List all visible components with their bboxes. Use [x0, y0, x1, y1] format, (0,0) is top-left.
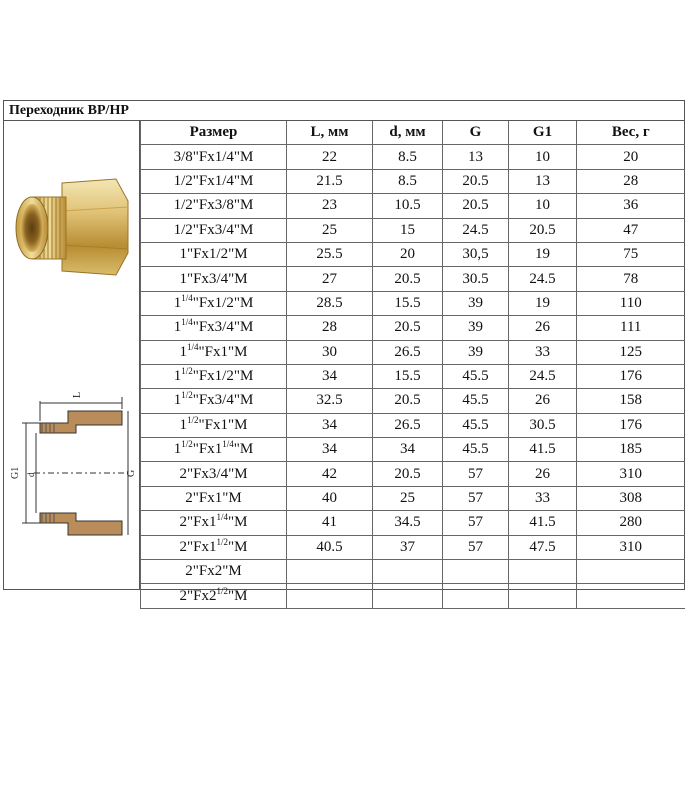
cell-d: 10.5 — [373, 194, 443, 218]
cell-g: 57 — [443, 486, 509, 510]
size-superscript: 1/2 — [181, 390, 193, 401]
cell-l: 42 — [287, 462, 373, 486]
table-row — [141, 267, 685, 291]
cell-size — [141, 316, 287, 340]
cell-size — [141, 267, 287, 291]
cell-l — [287, 584, 373, 608]
cell-d: 20.5 — [373, 462, 443, 486]
size-superscript: 1/2 — [216, 585, 228, 596]
cell-g: 20.5 — [443, 194, 509, 218]
cell-l: 25.5 — [287, 242, 373, 266]
cell-weight: 310 — [577, 535, 685, 559]
table-row — [141, 438, 685, 462]
drawing-label-l: L — [72, 391, 83, 398]
cell-l: 34 — [287, 438, 373, 462]
cell-g: 39 — [443, 316, 509, 340]
cross-section-drawing-icon — [4, 383, 140, 573]
cell-g: 45.5 — [443, 364, 509, 388]
cell-g1: 26 — [509, 462, 577, 486]
header-d: d, мм — [373, 121, 443, 145]
cell-weight: 125 — [577, 340, 685, 364]
cell-size — [141, 584, 287, 608]
size-superscript: 1/2 — [181, 439, 193, 450]
cell-l: 23 — [287, 194, 373, 218]
spec-sheet — [3, 100, 685, 604]
size-superscript: 1/2 — [181, 366, 193, 377]
cell-g1: 30.5 — [509, 413, 577, 437]
cell-weight — [577, 560, 685, 584]
size-text: 2"Fx1"M — [185, 490, 242, 507]
size-superscript: 1/4 — [181, 292, 193, 303]
size-superscript: 1/4 — [216, 512, 228, 523]
cell-size — [141, 242, 287, 266]
cell-l: 28 — [287, 316, 373, 340]
cell-g1: 41.5 — [509, 438, 577, 462]
table-row — [141, 560, 685, 584]
size-text: 1/2"Fx3/4"M — [173, 221, 254, 238]
size-text: 1"Fx1/2"M — [179, 246, 248, 263]
cell-d: 15.5 — [373, 291, 443, 315]
cell-l: 34 — [287, 413, 373, 437]
cell-size — [141, 462, 287, 486]
cell-g: 30,5 — [443, 242, 509, 266]
header-g1: G1 — [509, 121, 577, 145]
drawing-label-d: d — [26, 472, 36, 477]
cell-d — [373, 560, 443, 584]
cell-d: 15 — [373, 218, 443, 242]
table-row — [141, 291, 685, 315]
size-superscript: 1/4 — [222, 439, 234, 450]
cell-d: 34.5 — [373, 511, 443, 535]
size-text: "Fx1/2"M — [192, 368, 254, 385]
table-row — [141, 242, 685, 266]
size-text: 1 — [173, 319, 182, 336]
cell-l — [287, 560, 373, 584]
size-superscript: 1/2 — [216, 536, 228, 547]
cell-weight: 36 — [577, 194, 685, 218]
cell-weight: 78 — [577, 267, 685, 291]
spec-table — [140, 121, 685, 609]
cell-size — [141, 145, 287, 169]
table-row — [141, 218, 685, 242]
table-row — [141, 145, 685, 169]
cell-weight — [577, 584, 685, 608]
size-text: "Fx1 — [192, 441, 223, 458]
brass-reducer-fitting-photo-icon — [4, 161, 140, 291]
header-size: Размер — [141, 121, 287, 145]
table-row — [141, 169, 685, 193]
cell-size — [141, 535, 287, 559]
cell-weight: 310 — [577, 462, 685, 486]
table-row — [141, 511, 685, 535]
cell-weight: 158 — [577, 389, 685, 413]
size-superscript: 1/4 — [187, 341, 199, 352]
illustration-cell — [4, 121, 140, 589]
table-row — [141, 340, 685, 364]
cell-g: 45.5 — [443, 438, 509, 462]
size-text: 1 — [179, 343, 188, 360]
cell-size — [141, 194, 287, 218]
cell-size — [141, 560, 287, 584]
cell-g1: 13 — [509, 169, 577, 193]
cell-weight: 280 — [577, 511, 685, 535]
cell-g: 24.5 — [443, 218, 509, 242]
cell-weight: 176 — [577, 413, 685, 437]
cell-l: 41 — [287, 511, 373, 535]
cell-g1: 26 — [509, 389, 577, 413]
table-row — [141, 462, 685, 486]
cell-l: 30 — [287, 340, 373, 364]
cell-size — [141, 340, 287, 364]
size-text: 1 — [179, 416, 188, 433]
cell-size — [141, 511, 287, 535]
size-text: 1"Fx3/4"M — [179, 270, 248, 287]
size-text: 1 — [173, 441, 182, 458]
cell-g: 39 — [443, 340, 509, 364]
table-row — [141, 584, 685, 608]
cell-g1: 33 — [509, 340, 577, 364]
cell-g1: 20.5 — [509, 218, 577, 242]
size-text: 2"Fx1 — [179, 514, 217, 531]
size-superscript: 1/4 — [181, 317, 193, 328]
cell-g1: 10 — [509, 145, 577, 169]
header-g: G — [443, 121, 509, 145]
table-row — [141, 364, 685, 388]
size-text: 1/2"Fx1/4"M — [173, 172, 254, 189]
cell-weight: 20 — [577, 145, 685, 169]
cell-weight: 176 — [577, 364, 685, 388]
cell-g1: 26 — [509, 316, 577, 340]
cell-g: 20.5 — [443, 169, 509, 193]
cell-g1: 33 — [509, 486, 577, 510]
cell-d: 8.5 — [373, 169, 443, 193]
cell-g1: 10 — [509, 194, 577, 218]
cell-l: 21.5 — [287, 169, 373, 193]
cell-l: 22 — [287, 145, 373, 169]
size-text: "Fx1/2"M — [192, 294, 254, 311]
size-text: "M — [228, 514, 248, 531]
cell-weight: 185 — [577, 438, 685, 462]
table-row — [141, 316, 685, 340]
cell-d: 26.5 — [373, 340, 443, 364]
cell-g: 57 — [443, 535, 509, 559]
cell-size — [141, 364, 287, 388]
cell-size — [141, 291, 287, 315]
cell-weight: 75 — [577, 242, 685, 266]
size-text: 1 — [173, 392, 182, 409]
cell-g — [443, 584, 509, 608]
size-text: "Fx3/4"M — [192, 319, 254, 336]
cell-l: 25 — [287, 218, 373, 242]
table-body — [141, 145, 685, 608]
size-text: 2"Fx1 — [179, 538, 217, 555]
cell-size — [141, 438, 287, 462]
cell-size — [141, 169, 287, 193]
drawing-label-g1: G1 — [10, 466, 21, 479]
cell-l: 40.5 — [287, 535, 373, 559]
cell-g1: 41.5 — [509, 511, 577, 535]
cell-g: 57 — [443, 511, 509, 535]
table-header-row — [141, 121, 685, 145]
cell-g: 45.5 — [443, 389, 509, 413]
size-text: "M — [233, 441, 254, 458]
cell-d: 20 — [373, 242, 443, 266]
size-text: "Fx3/4"M — [192, 392, 254, 409]
cell-weight: 110 — [577, 291, 685, 315]
cell-d: 20.5 — [373, 267, 443, 291]
cell-g: 57 — [443, 462, 509, 486]
size-text: "M — [228, 587, 248, 604]
cell-weight: 111 — [577, 316, 685, 340]
size-text: 2"Fx2"M — [185, 563, 242, 580]
cell-weight: 47 — [577, 218, 685, 242]
table-row — [141, 486, 685, 510]
cell-size — [141, 218, 287, 242]
size-text: 2"Fx3/4"M — [179, 465, 248, 482]
drawing-label-g: G — [126, 469, 137, 477]
header-weight: Вес, г — [577, 121, 685, 145]
cell-size — [141, 413, 287, 437]
cell-g1: 24.5 — [509, 364, 577, 388]
size-text: 2"Fx2 — [179, 587, 217, 604]
size-text: 1 — [173, 368, 182, 385]
cell-g — [443, 560, 509, 584]
cell-size — [141, 486, 287, 510]
size-text: 1/2"Fx3/8"M — [173, 197, 254, 214]
cell-d: 34 — [373, 438, 443, 462]
cell-size — [141, 389, 287, 413]
cell-d: 8.5 — [373, 145, 443, 169]
cell-d: 26.5 — [373, 413, 443, 437]
cell-g: 30.5 — [443, 267, 509, 291]
size-text: "M — [228, 538, 248, 555]
cell-g1 — [509, 584, 577, 608]
cell-l: 40 — [287, 486, 373, 510]
cell-d — [373, 584, 443, 608]
cell-g1: 47.5 — [509, 535, 577, 559]
cell-l: 27 — [287, 267, 373, 291]
cell-d: 25 — [373, 486, 443, 510]
table-title: Переходник ВР/НР — [4, 101, 684, 121]
cell-d: 20.5 — [373, 316, 443, 340]
cell-l: 34 — [287, 364, 373, 388]
cell-weight: 28 — [577, 169, 685, 193]
size-text: "Fx1"M — [198, 416, 248, 433]
table-row — [141, 535, 685, 559]
cell-g1: 19 — [509, 291, 577, 315]
cell-d: 15.5 — [373, 364, 443, 388]
table-row — [141, 194, 685, 218]
table-row — [141, 413, 685, 437]
cell-g1: 24.5 — [509, 267, 577, 291]
cell-d: 20.5 — [373, 389, 443, 413]
header-l: L, мм — [287, 121, 373, 145]
cell-d: 37 — [373, 535, 443, 559]
cell-g1: 19 — [509, 242, 577, 266]
cell-g1 — [509, 560, 577, 584]
size-text: "Fx1"M — [198, 343, 248, 360]
cell-l: 32.5 — [287, 389, 373, 413]
cell-weight: 308 — [577, 486, 685, 510]
cell-l: 28.5 — [287, 291, 373, 315]
size-text: 1 — [173, 294, 182, 311]
cell-g: 45.5 — [443, 413, 509, 437]
size-superscript: 1/2 — [187, 414, 199, 425]
cell-g: 39 — [443, 291, 509, 315]
cell-g: 13 — [443, 145, 509, 169]
table-row — [141, 389, 685, 413]
size-text: 3/8"Fx1/4"M — [173, 148, 254, 165]
